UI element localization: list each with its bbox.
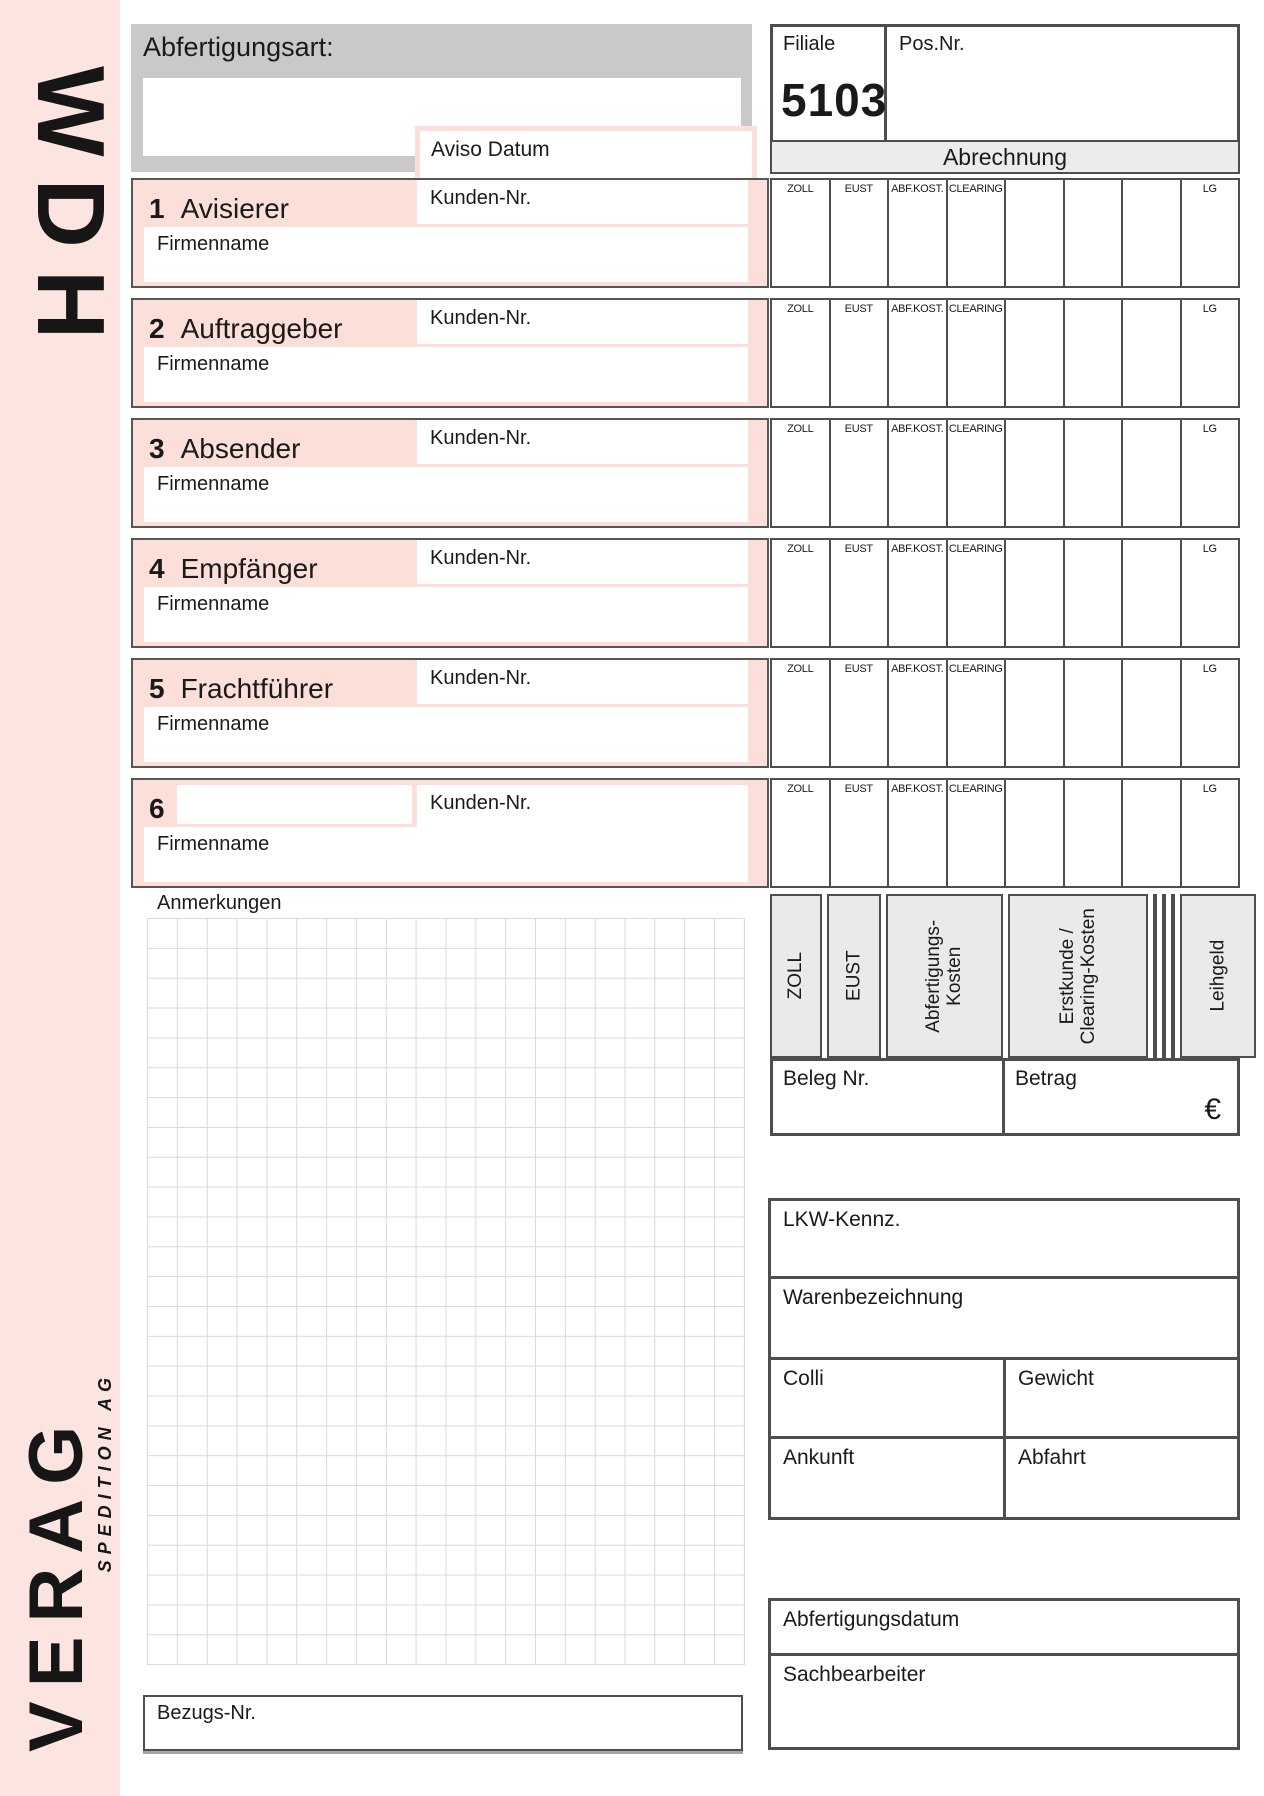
col-label: EUST	[844, 663, 873, 675]
abrechnung-cell-abfkost[interactable]	[889, 300, 948, 406]
rotated-line: ZOLL	[785, 952, 807, 1000]
section-number: 4	[149, 553, 165, 584]
abrechnung-cell-zoll[interactable]	[772, 300, 831, 406]
col-label: CLEARING	[948, 183, 1003, 195]
col-label: LG	[1202, 783, 1217, 795]
col-label: LG	[1202, 543, 1217, 555]
beleg-betrag-box	[770, 1058, 1240, 1136]
col-label: CLEARING	[948, 423, 1003, 435]
pos-nr-field[interactable]	[887, 57, 1237, 143]
kunden-nr-label: Kunden-Nr.	[430, 547, 532, 569]
abrechnung-cell-blank[interactable]	[1123, 180, 1182, 286]
filiale-posnr-box	[770, 24, 1240, 146]
kunden-nr-label: Kunden-Nr.	[430, 307, 532, 329]
rotated-line: EUST	[843, 950, 865, 1002]
abrechnung-cell-blank[interactable]	[1006, 180, 1065, 286]
abrechnung-cell-lg[interactable]	[1182, 420, 1239, 526]
abrechnung-cell-clearing[interactable]	[948, 780, 1007, 886]
kunden-nr-field[interactable]	[417, 180, 748, 224]
brand-sidebar	[0, 0, 124, 1796]
sachbearbeiter-field[interactable]	[771, 1656, 1237, 1747]
gewicht-label: Gewicht	[1018, 1367, 1094, 1390]
abrechnung-cell-blank[interactable]	[1065, 660, 1124, 766]
col-label: CLEARING	[948, 783, 1003, 795]
firmenname-field[interactable]	[144, 227, 748, 282]
col-label: EUST	[844, 423, 873, 435]
filiale-number: 5103	[781, 74, 888, 126]
spedition-ag-subtitle: SPEDITION AG	[94, 1372, 115, 1573]
abrechnung-cell-blank[interactable]	[1065, 420, 1124, 526]
col-label: EUST	[844, 303, 873, 315]
rotated-label-zoll	[770, 894, 822, 1058]
kunden-nr-field[interactable]	[417, 300, 748, 344]
abrechnung-cell-lg[interactable]	[1182, 180, 1239, 286]
abrechnung-row-4	[770, 538, 1240, 648]
abrechnung-cell-eust[interactable]	[831, 420, 890, 526]
col-label: EUST	[844, 783, 873, 795]
abrechnung-cell-blank[interactable]	[1123, 300, 1182, 406]
euro-symbol: €	[1204, 1093, 1221, 1126]
col-label: ABF.KOST.	[891, 783, 944, 795]
section-six	[131, 778, 769, 888]
abrechnung-cell-blank[interactable]	[1006, 780, 1065, 886]
abrechnung-row-1	[770, 178, 1240, 288]
firmenname-field[interactable]	[144, 347, 748, 402]
section-title	[149, 793, 181, 825]
abrechnung-cell-clearing[interactable]	[948, 540, 1007, 646]
wdh-logo: WDH	[17, 66, 124, 362]
abrechnung-cell-blank[interactable]	[1123, 420, 1182, 526]
abrechnung-cell-blank[interactable]	[1123, 540, 1182, 646]
abrechnung-cell-abfkost[interactable]	[889, 420, 948, 526]
rotated-line: Abfertigungs-	[923, 919, 945, 1033]
col-label: ABF.KOST.	[891, 423, 944, 435]
abrechnung-rotated-labels	[770, 894, 1240, 1058]
abrechnung-cell-blank[interactable]	[1065, 300, 1124, 406]
firmenname-field[interactable]	[144, 707, 748, 762]
abrechnung-cell-zoll[interactable]	[772, 180, 831, 286]
rotated-line: Erstkunde /	[1057, 927, 1079, 1025]
section-number: 1	[149, 193, 165, 224]
firmenname-label: Firmenname	[157, 593, 270, 615]
abrechnung-cell-lg[interactable]	[1182, 780, 1239, 886]
filiale-label: Filiale	[783, 33, 836, 55]
section-name: Absender	[180, 433, 301, 464]
firmenname-field[interactable]	[144, 467, 748, 522]
colli-field[interactable]	[771, 1360, 1006, 1439]
section-title	[149, 433, 300, 465]
abfertigungsdatum-field[interactable]	[771, 1601, 1237, 1656]
section-number: 6	[149, 793, 165, 824]
section-frachtfuehrer	[131, 658, 769, 768]
beleg-nr-label: Beleg Nr.	[783, 1067, 870, 1090]
kunden-nr-field[interactable]	[417, 660, 748, 704]
abrechnung-cell-abfkost[interactable]	[889, 540, 948, 646]
rotated-label-blank	[1162, 894, 1166, 1058]
kunden-nr-field[interactable]	[417, 420, 748, 464]
abrechnung-row-2	[770, 298, 1240, 408]
section-title	[149, 673, 333, 705]
col-label: ZOLL	[787, 543, 814, 555]
section-name: Avisierer	[180, 193, 289, 224]
col-label: ABF.KOST.	[891, 663, 944, 675]
col-label: ZOLL	[787, 663, 814, 675]
section-number: 3	[149, 433, 165, 464]
abrechnung-cell-lg[interactable]	[1182, 300, 1239, 406]
rotated-label-eust	[827, 894, 882, 1058]
firmenname-label: Firmenname	[157, 473, 270, 495]
rotated-line: Clearing-Kosten	[1078, 907, 1100, 1045]
bezugs-nr-label: Bezugs-Nr.	[157, 1702, 256, 1724]
abrechnung-row-5	[770, 658, 1240, 768]
firmenname-label: Firmenname	[157, 353, 270, 375]
abrechnung-cell-clearing[interactable]	[948, 420, 1007, 526]
abrechnung-cell-zoll[interactable]	[772, 780, 831, 886]
col-label: ABF.KOST.	[891, 303, 944, 315]
anmerkungen-grid[interactable]	[147, 918, 745, 1665]
kunden-nr-label: Kunden-Nr.	[430, 792, 532, 814]
gewicht-field[interactable]	[1006, 1360, 1237, 1439]
abrechnung-cell-blank[interactable]	[1006, 300, 1065, 406]
firmenname-label: Firmenname	[157, 233, 270, 255]
processing-box	[768, 1598, 1240, 1750]
section-number: 5	[149, 673, 165, 704]
lkw-kennz-field[interactable]	[771, 1201, 1237, 1279]
abrechnung-cell-zoll[interactable]	[772, 420, 831, 526]
abfahrt-label: Abfahrt	[1018, 1446, 1086, 1469]
abrechnung-cell-blank[interactable]	[1123, 660, 1182, 766]
verag-logo	[14, 1372, 116, 1752]
abrechnung-cell-blank[interactable]	[1123, 780, 1182, 886]
rotated-label-clearingkosten	[1008, 894, 1148, 1058]
abrechnung-cell-clearing[interactable]	[948, 180, 1007, 286]
abrechnung-cell-blank[interactable]	[1065, 180, 1124, 286]
pos-nr-label: Pos.Nr.	[899, 33, 965, 55]
section-absender	[131, 418, 769, 528]
sachbearbeiter-label: Sachbearbeiter	[783, 1663, 926, 1686]
abrechnung-cell-eust[interactable]	[831, 540, 890, 646]
rotated-label-abfertigungskosten	[886, 894, 1003, 1058]
aviso-datum-label: Aviso Datum	[431, 138, 550, 161]
abrechnung-cell-lg[interactable]	[1182, 660, 1239, 766]
rotated-line: Leihgeld	[1207, 940, 1229, 1012]
ankunft-field[interactable]	[771, 1439, 1006, 1517]
beleg-nr-field[interactable]	[773, 1061, 1005, 1133]
abrechnung-cell-blank[interactable]	[1006, 540, 1065, 646]
kunden-nr-field[interactable]	[417, 785, 748, 829]
abrechnung-cell-blank[interactable]	[1006, 660, 1065, 766]
abrechnung-cell-zoll[interactable]	[772, 540, 831, 646]
col-label: ABF.KOST.	[891, 183, 944, 195]
col-label: CLEARING	[948, 663, 1003, 675]
col-label: LG	[1202, 423, 1217, 435]
col-label: ABF.KOST.	[891, 543, 944, 555]
ankunft-label: Ankunft	[783, 1446, 855, 1469]
aviso-datum-frame	[415, 126, 757, 178]
warenbezeichnung-field[interactable]	[771, 1279, 1237, 1360]
abrechnung-cell-blank[interactable]	[1065, 780, 1124, 886]
firmenname-field[interactable]	[144, 587, 748, 642]
lkw-kennz-label: LKW-Kennz.	[783, 1208, 901, 1231]
col-label: LG	[1202, 663, 1217, 675]
betrag-label: Betrag	[1015, 1067, 1077, 1090]
abrechnung-cell-zoll[interactable]	[772, 660, 831, 766]
abrechnung-cell-eust[interactable]	[831, 180, 890, 286]
section-title	[149, 193, 289, 225]
bezugs-nr-field[interactable]	[143, 1695, 743, 1751]
section-name: Frachtführer	[180, 673, 334, 704]
col-label: ZOLL	[787, 423, 814, 435]
rotated-label-leihgeld	[1180, 894, 1256, 1058]
abfertigungsart-label: Abfertigungsart:	[143, 32, 334, 62]
abrechnung-cell-eust[interactable]	[831, 780, 890, 886]
rotated-line: Kosten	[944, 946, 966, 1006]
abrechnung-cell-abfkost[interactable]	[889, 660, 948, 766]
kunden-nr-label: Kunden-Nr.	[430, 427, 532, 449]
section-six-title-field[interactable]	[177, 785, 412, 824]
abfertigungsdatum-label: Abfertigungsdatum	[783, 1608, 960, 1631]
kunden-nr-label: Kunden-Nr.	[430, 667, 532, 689]
col-label: CLEARING	[948, 543, 1003, 555]
warenbezeichnung-label: Warenbezeichnung	[783, 1286, 964, 1309]
abrechnung-cell-blank[interactable]	[1006, 420, 1065, 526]
firmenname-label: Firmenname	[157, 833, 270, 855]
cargo-details-box	[768, 1198, 1240, 1520]
abrechnung-cell-abfkost[interactable]	[889, 780, 948, 886]
abrechnung-cell-clearing[interactable]	[948, 300, 1007, 406]
col-label: LG	[1202, 303, 1217, 315]
abrechnung-cell-clearing[interactable]	[948, 660, 1007, 766]
abfahrt-field[interactable]	[1006, 1439, 1237, 1517]
firmenname-field[interactable]	[144, 827, 748, 882]
col-label: ZOLL	[787, 783, 814, 795]
rotated-label-blank	[1153, 894, 1157, 1058]
abrechnung-row-6	[770, 778, 1240, 888]
abrechnung-header: Abrechnung	[770, 140, 1240, 174]
abrechnung-cell-lg[interactable]	[1182, 540, 1239, 646]
section-avisierer	[131, 178, 769, 288]
section-empfaenger	[131, 538, 769, 648]
col-label: LG	[1202, 183, 1217, 195]
firmenname-label: Firmenname	[157, 713, 270, 735]
abrechnung-cell-blank[interactable]	[1065, 540, 1124, 646]
col-label: EUST	[844, 543, 873, 555]
section-auftraggeber	[131, 298, 769, 408]
colli-label: Colli	[783, 1367, 824, 1390]
kunden-nr-field[interactable]	[417, 540, 748, 584]
filiale-cell	[773, 27, 887, 143]
verag-wordmark: VERAG	[14, 1411, 99, 1752]
abrechnung-cell-eust[interactable]	[831, 660, 890, 766]
col-label: ZOLL	[787, 303, 814, 315]
section-title	[149, 553, 318, 585]
anmerkungen-label: Anmerkungen	[157, 892, 282, 914]
section-name: Empfänger	[180, 553, 318, 584]
col-label: CLEARING	[948, 303, 1003, 315]
section-number: 2	[149, 313, 165, 344]
section-title	[149, 313, 342, 345]
betrag-field[interactable]	[1005, 1061, 1237, 1133]
abrechnung-cell-eust[interactable]	[831, 300, 890, 406]
aviso-datum-field[interactable]	[420, 131, 752, 178]
abrechnung-cell-abfkost[interactable]	[889, 180, 948, 286]
abrechnung-row-3	[770, 418, 1240, 528]
section-name: Auftraggeber	[180, 313, 343, 344]
rotated-label-blank	[1171, 894, 1175, 1058]
kunden-nr-label: Kunden-Nr.	[430, 187, 532, 209]
col-label: EUST	[844, 183, 873, 195]
col-label: ZOLL	[787, 183, 814, 195]
